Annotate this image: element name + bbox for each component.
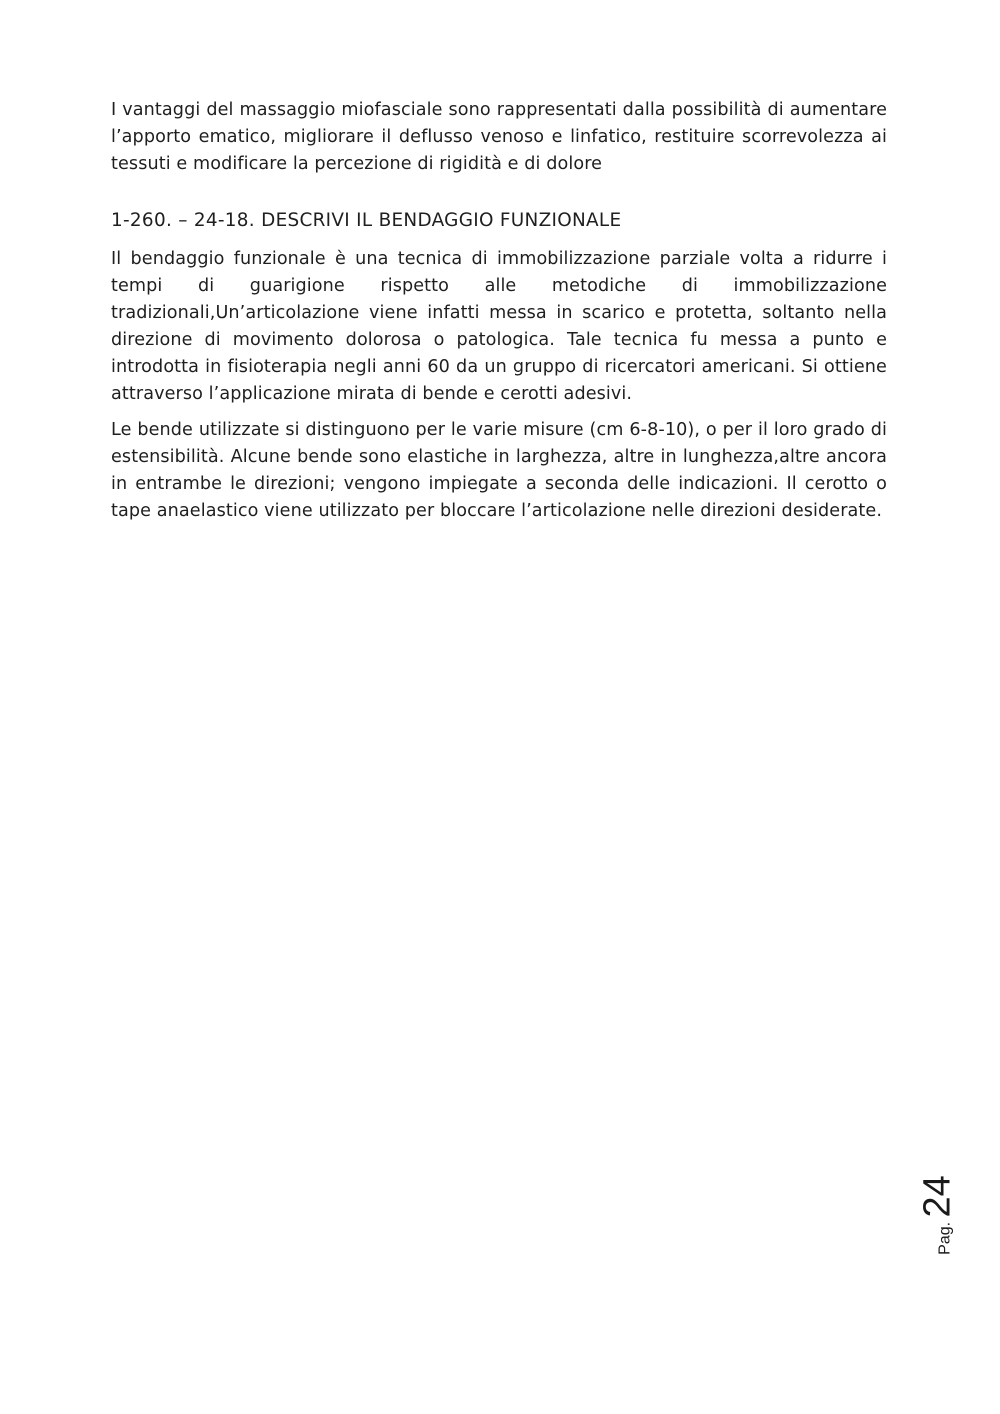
intro-paragraph: I vantaggi del massaggio miofasciale sono rappresentati dalla possibilità di aumentare l’apporto ematico, migliorare il deflusso venoso e linfatico, restituire scorrevolezza ai tessuti e modificare la percezione di rigidità e di dolore: [111, 100, 887, 174]
body-paragraph-1: Il bendaggio funzionale è una tecnica di immobilizzazione parziale volta a ridurre i tempi di guarigione rispetto alle metodiche di immobilizzazione tradizionali,Un’articolazione viene infatti messa in scarico e protetta, soltanto nella direzione di movimento dolorosa o patologica. Tale tecnica fu messa a punto e introdotta in fisioterapia negli anni 60 da un gruppo di ricercatori americani. Si ottiene attraverso l’applicazione mirata di bende e cerotti adesivi.: [111, 249, 887, 404]
page-number: [917, 1175, 960, 1255]
body-paragraph-2: Le bende utilizzate si distinguono per le varie misure (cm 6-8-10), o per il loro grado di estensibilità. Alcune bende sono elastiche in larghezza, altre in lunghezza,altre ancora in entrambe le direzioni; vengono impiegate a seconda delle indicazioni. Il cerotto o tape anaelastico viene utilizzato per bloccare l’articolazione nelle direzioni desiderate.: [111, 420, 887, 521]
page-number-value: 24: [916, 1175, 959, 1218]
document-page: [111, 97, 887, 534]
section-heading: 1-260. – 24-18. DESCRIVI IL BENDAGGIO FUNZIONALE: [111, 210, 622, 231]
page-label: Pag.: [936, 1221, 954, 1255]
